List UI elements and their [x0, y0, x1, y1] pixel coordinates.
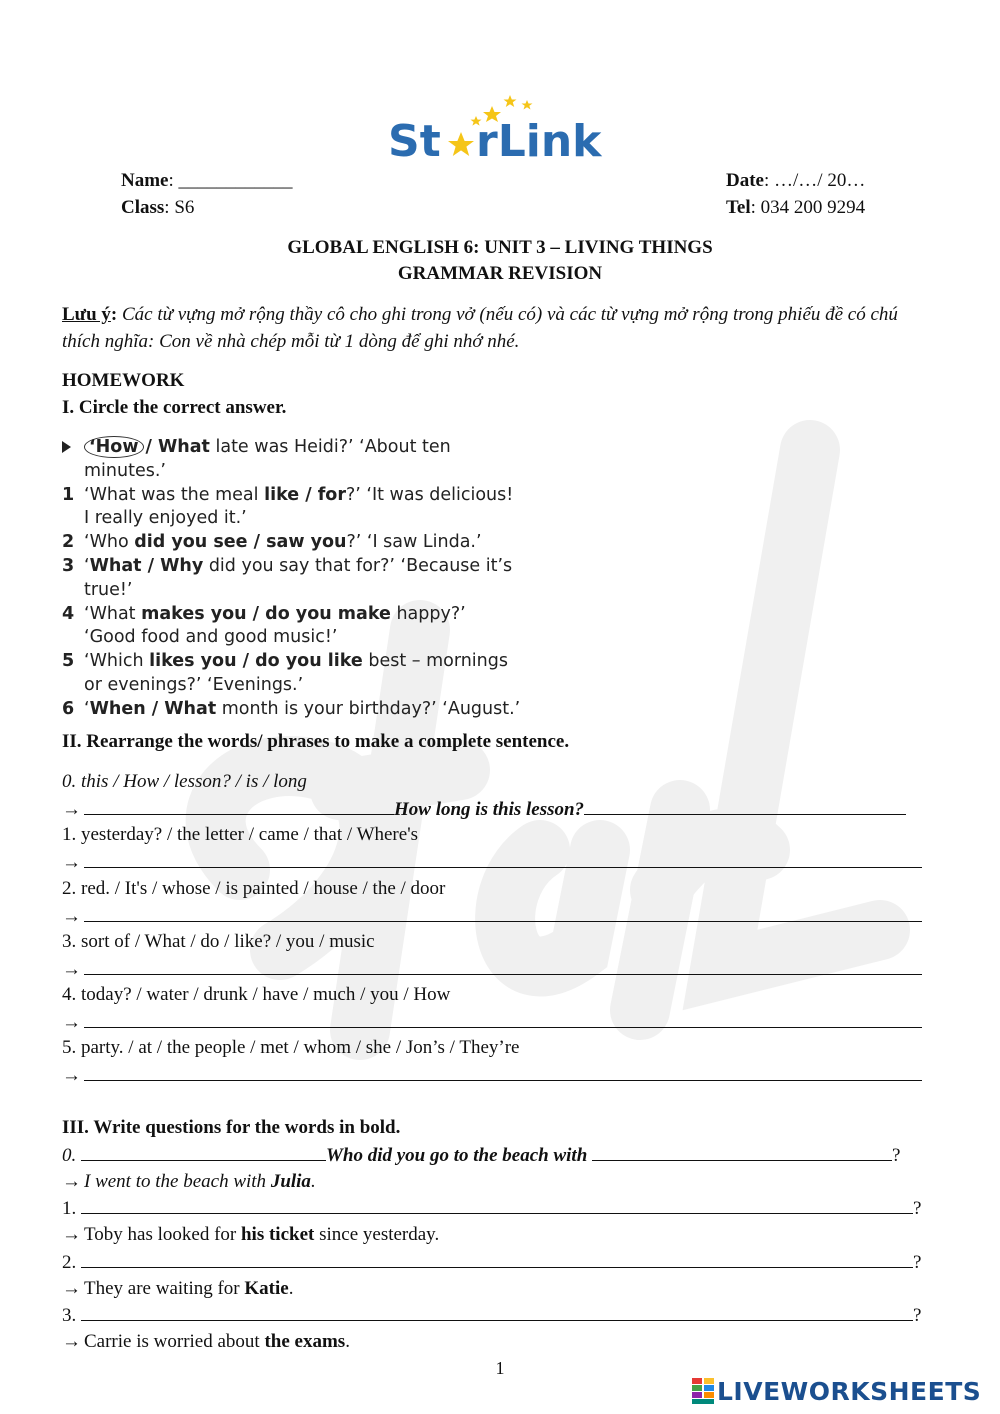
- page-number: 1: [495, 1358, 505, 1378]
- question-line: 3. ?: [62, 1305, 922, 1326]
- starlink-logo: [388, 92, 614, 164]
- date-value: : …/…/ 20…: [763, 170, 866, 191]
- class-value: : S6: [164, 197, 195, 218]
- answer-options[interactable]: did you see / saw you: [134, 532, 347, 553]
- arrow-icon: →: [62, 959, 81, 980]
- liveworksheets-icon: [692, 1378, 714, 1404]
- arrow-icon: →: [62, 1012, 81, 1033]
- name-label: Name: [121, 170, 169, 191]
- answer-blank[interactable]: [84, 905, 922, 922]
- list-item: 5 ‘Which likes you / do you like best – mornings or evenings?’ ‘Evenings.’: [62, 651, 508, 695]
- question-line: 2. ?: [62, 1252, 922, 1273]
- rearrange-prompt: 3. sort of / What / do / like? / you / music: [62, 931, 375, 952]
- answer-blank[interactable]: [84, 1064, 922, 1081]
- example-question: Who did you go to the beach with: [326, 1145, 588, 1166]
- list-item: 6 ‘When / What month is your birthday?’ ‘August.’: [62, 698, 521, 719]
- worksheet-title: GLOBAL ENGLISH 6: UNIT 3 – LIVING THINGS: [287, 237, 713, 258]
- arrow-icon: →: [62, 1224, 81, 1245]
- answer-options[interactable]: likes you / do you like: [149, 651, 363, 672]
- note-colon: :: [110, 304, 118, 325]
- example-option-rest[interactable]: / What: [145, 437, 210, 457]
- class-field: [121, 197, 194, 219]
- section3-title: III. Write questions for the words in bold.: [62, 1117, 401, 1138]
- worksheet-subtitle: GRAMMAR REVISION: [397, 263, 603, 284]
- arrow-icon: →: [62, 1065, 81, 1086]
- section2-title: II. Rearrange the words/ phrases to make a complete sentence.: [62, 731, 570, 752]
- answer-blank[interactable]: [84, 958, 922, 975]
- question-blank[interactable]: [81, 1251, 913, 1268]
- answer-line: [62, 1064, 922, 1087]
- date-label: Date: [726, 170, 764, 191]
- circled-option[interactable]: ‘How: [84, 436, 144, 458]
- liveworksheets-text: LIVEWORKSHEETS: [717, 1376, 982, 1406]
- rearrange-prompt: 4. today? / water / drunk / have / much / you / How: [62, 984, 451, 1005]
- example-statement: → I went to the beach with Julia.: [62, 1171, 316, 1192]
- logo-text-start: St: [388, 116, 441, 164]
- arrow-icon: →: [62, 852, 81, 873]
- tel-field: [726, 197, 865, 219]
- homework-heading: HOMEWORK: [62, 370, 185, 391]
- exercise-circle-list: [62, 436, 522, 722]
- arrow-icon: →: [62, 1331, 81, 1352]
- rearrange-prompt: 1. yesterday? / the letter / came / that / Where's: [62, 824, 419, 845]
- question-blank[interactable]: [81, 1197, 913, 1214]
- example-answer: How long is this lesson?: [394, 799, 585, 820]
- answer-options[interactable]: makes you / do you make: [141, 603, 391, 624]
- rearrange-prompt: 2. red. / It's / whose / is painted / house / the / door: [62, 878, 446, 899]
- note-text: Các từ vựng mở rộng thầy cô cho ghi trong vở (nếu có) và các từ vựng mở rộng trong phiếu đề có chú thích nghĩa: Con về nhà chép mỗi từ 1 dòng để ghi nhớ nhé.: [62, 304, 898, 352]
- example-answer-line: [62, 798, 906, 821]
- liveworksheets-logo: [692, 1374, 981, 1408]
- answer-options[interactable]: When / What: [89, 698, 217, 719]
- arrow-icon: →: [62, 799, 81, 820]
- class-label: Class: [121, 197, 165, 218]
- name-field: [121, 170, 293, 192]
- example-question-line: 0. Who did you go to the beach with ?: [62, 1145, 901, 1166]
- tel-value: : 034 200 9294: [750, 197, 866, 218]
- answer-blank[interactable]: [84, 851, 922, 868]
- example-prompt: 0. this / How / lesson? / is / long: [62, 771, 307, 792]
- list-item: 1 ‘What was the meal like / for?’ ‘It was delicious! I really enjoyed it.’: [62, 484, 514, 529]
- rearrange-prompt: 5. party. / at / the people / met / whom / she / Jon’s / They’re: [62, 1037, 520, 1058]
- note-paragraph: [62, 301, 932, 355]
- logo-text-end: rLink: [476, 116, 602, 164]
- name-value: : ____________: [168, 170, 293, 191]
- note-label: Lưu ý: [62, 304, 111, 325]
- list-item: 4 ‘What makes you / do you make happy?’ ‘Good food and good music!’: [62, 603, 466, 648]
- answer-line: [62, 1011, 922, 1034]
- example-rest: late was Heidi?’ ‘About ten minutes.’: [84, 437, 451, 481]
- answer-line: [62, 905, 922, 928]
- list-item: 3 ‘What / Why did you say that for?’ ‘Because it’s true!’: [62, 555, 513, 600]
- answer-options[interactable]: like / for: [264, 484, 346, 505]
- arrow-icon: →: [62, 906, 81, 927]
- arrow-icon: →: [62, 1171, 81, 1192]
- answer-options[interactable]: What / Why: [89, 555, 204, 576]
- arrow-icon: →: [62, 1278, 81, 1299]
- date-field: [726, 170, 865, 192]
- section1-title: I. Circle the correct answer.: [62, 397, 287, 418]
- statement: → They are waiting for Katie.: [62, 1278, 294, 1299]
- question-blank[interactable]: [81, 1304, 913, 1321]
- example-item: [62, 436, 522, 484]
- list-item: 2 ‘Who did you see / saw you?’ ‘I saw Linda.’: [62, 532, 482, 553]
- play-triangle-icon: [62, 441, 71, 453]
- statement: → Carrie is worried about the exams.: [62, 1331, 350, 1352]
- answer-line: [62, 958, 922, 981]
- question-line: 1. ?: [62, 1198, 922, 1219]
- answer-blank[interactable]: [84, 1011, 922, 1028]
- tel-label: Tel: [726, 197, 751, 218]
- answer-line: [62, 851, 922, 874]
- statement: → Toby has looked for his ticket since yesterday.: [62, 1224, 440, 1245]
